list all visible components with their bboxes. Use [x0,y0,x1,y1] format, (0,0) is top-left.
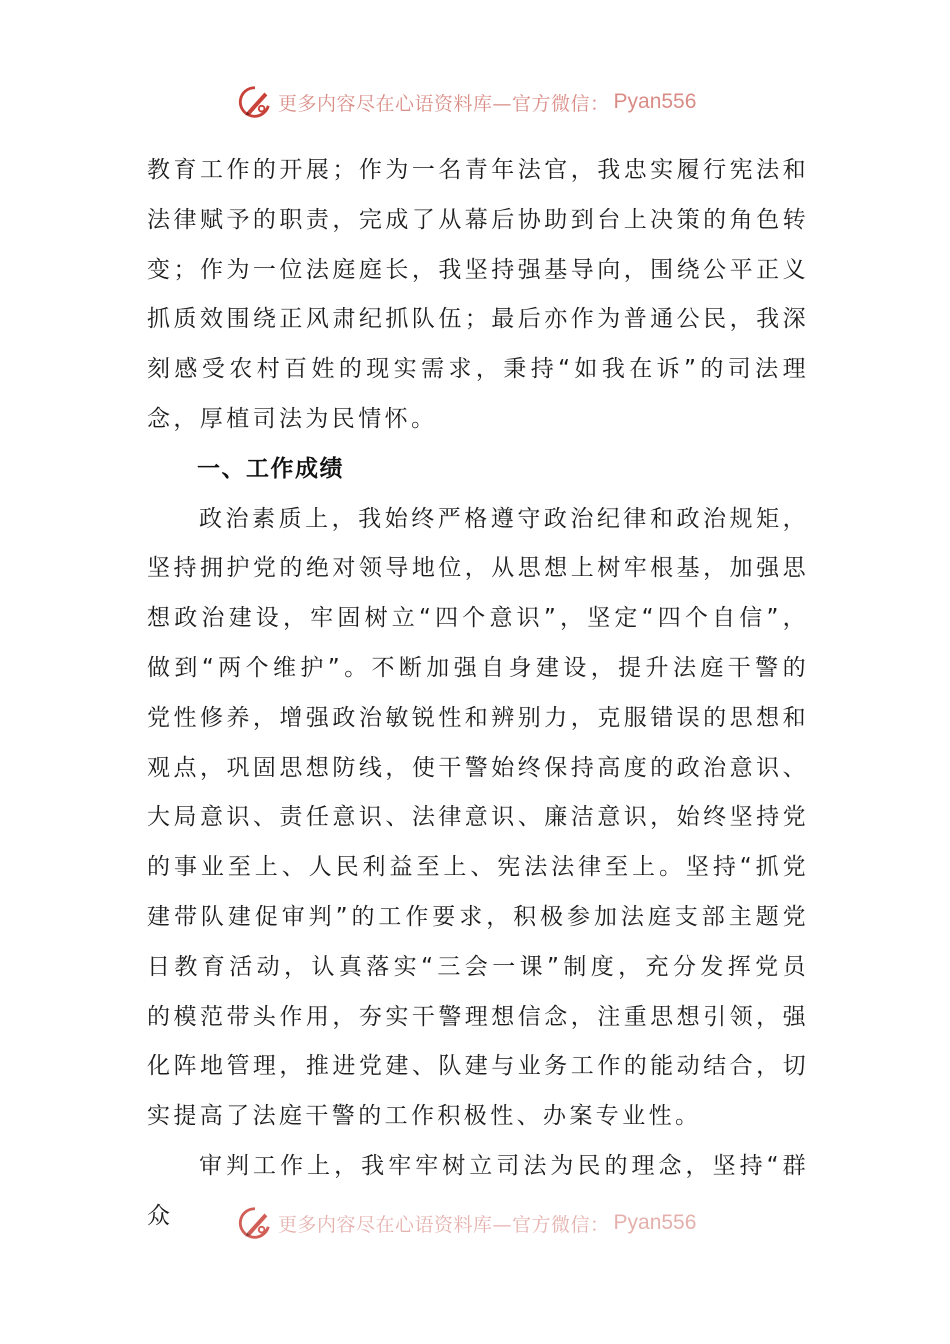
body-paragraph: 教育工作的开展；作为一名青年法官，我忠实履行宪法和法律赋予的职责，完成了从幕后协助到台上决策的角色转变；作为一位法庭庭长，我坚持强基导向，围绕公平正义抓质效围绕正风肃纪抓队伍；最后亦作为普通公民，我深刻感受农村百姓的现实需求，秉持“如我在诉”的司法理念，厚植司法为民情怀。 [147,157,809,432]
watermark-wechat-id: Pyan556 [613,1211,697,1234]
body-paragraph: 审判工作上，我牢牢树立司法为民的理念，坚持“群众 [147,1152,809,1229]
watermark-header [236,82,696,122]
body-paragraph: 政治素质上，我始终严格遵守政治纪律和政治规矩，坚持拥护党的绝对领导地位，从思想上树牢根基，加强思想政治建设，牢固树立“四个意识”，坚定“四个自信”，做到“两个维护”。不断加强自身建设，提升法庭干警的党性修养，增强政治敏锐性和辨别力，克服错误的思想和观点，巩固思想防线，使干警始终保持高度的政治意识、大局意识、责任意识、法律意识、廉洁意识，始终坚持党的事业至上、人民利益至上、宪法法律至上。坚持“抓党建带队建促审判”的工作要求，积极参加法庭支部主题党日教育活动，认真落实“三会一课”制度，充分发挥党员的模范带头作用，夯实干警理想信念，注重思想引领，强化阵地管理，推进党建、队建与业务工作的能动结合，切实提高了法庭干警的工作积极性、办案专业性。 [147,505,809,1130]
watermark-text: 更多内容尽在心语资料库—官方微信： [278,1213,610,1236]
pen-logo-icon [236,83,274,121]
section-heading: 一、工作成绩 [197,455,344,482]
pen-logo-icon [236,1204,274,1242]
watermark-wechat-id: Pyan556 [613,90,697,113]
watermark-footer [236,1203,696,1243]
document-body [147,146,809,1242]
watermark-text: 更多内容尽在心语资料库—官方微信： [278,92,610,115]
